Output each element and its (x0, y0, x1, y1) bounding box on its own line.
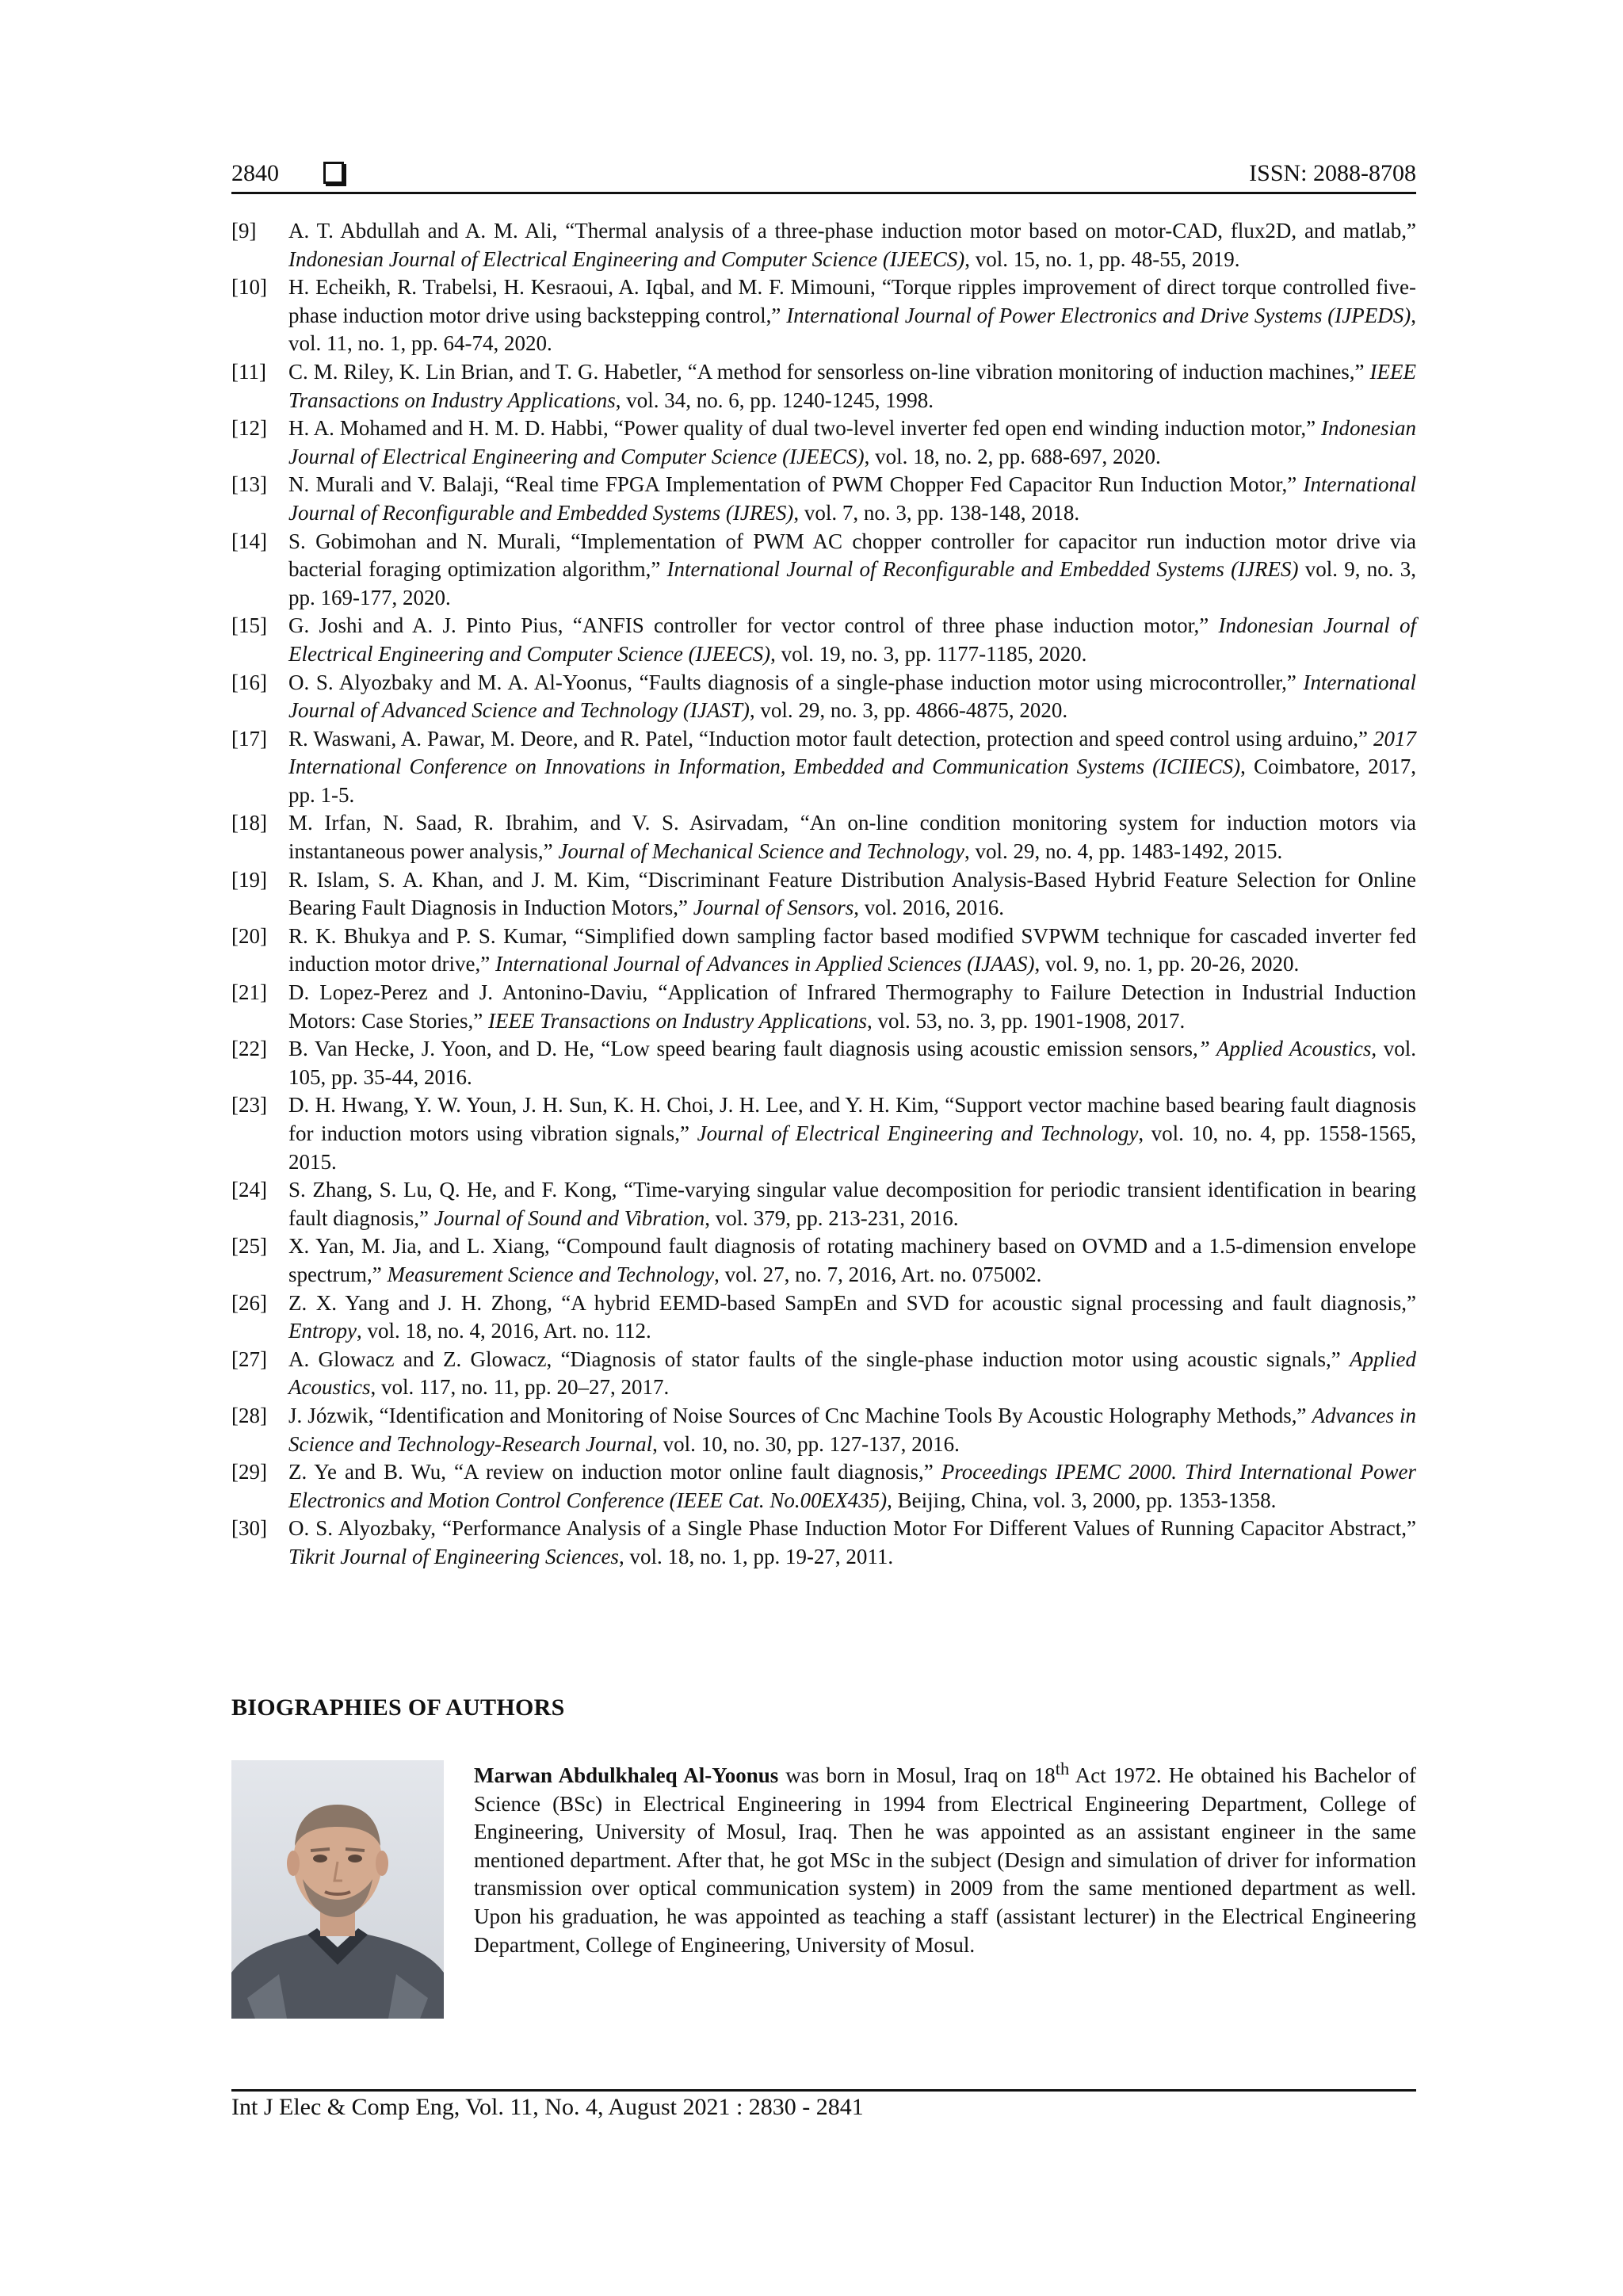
reference-item (231, 1402, 1416, 1458)
reference-venue: IEEE Transactions on Industry Applications (487, 1008, 867, 1033)
bio-text-part-2: Act 1972. He obtained his Bachelor of Science (BSc) in Electrical Engineering in 1994 from Electrical Engineering Department, College of Engineering, University of Mosul, Iraq. Then he was appointed as an assistant engineer in the same mentioned department. After that, he got MSc in the subject (Design and simulation of driver for information transmission over optical communication system) in 2009 from the same mentioned department as well. Upon his graduation, he was appointed as teaching a staff (assistant lecturer) in the Electrical Engineering Department, College of Engineering, University of Mosul. (474, 1763, 1417, 1957)
reference-venue: Indonesian Journal of Electrical Engineering and Computer Science (IJEECS) (288, 246, 965, 271)
reference-venue: Applied Acoustics (288, 1347, 1416, 1400)
reference-text (288, 471, 1416, 527)
reference-venue: Measurement Science and Technology (387, 1262, 715, 1286)
square-box-icon (323, 162, 344, 184)
bio-superscript: th (1055, 1759, 1070, 1778)
reference-text (288, 979, 1416, 1035)
reference-number: [27] (231, 1347, 267, 1371)
reference-number: [24] (231, 1178, 267, 1202)
reference-venue: International Journal of Reconfigurable and Embedded Systems (IJRES) (666, 557, 1299, 582)
reference-text (288, 1176, 1416, 1232)
reference-number: [9] (231, 219, 257, 243)
reference-venue: International Journal of Advanced Science and Technology (IJAST) (288, 670, 1416, 723)
reference-details: , vol. 29, no. 3, pp. 4866-4875, 2020. (749, 698, 1068, 723)
reference-details: , vol. 53, no. 3, pp. 1901-1908, 2017. (866, 1008, 1186, 1033)
reference-venue: Advances in Science and Technology-Research Journal (288, 1403, 1417, 1456)
reference-number: [15] (231, 613, 267, 638)
reference-item (231, 1289, 1416, 1346)
reference-number: [17] (231, 726, 267, 751)
reference-number: [13] (231, 472, 267, 497)
author-portrait-image (231, 1760, 444, 2019)
author-photo (231, 1760, 444, 2019)
reference-venue: Journal of Mechanical Science and Technology (558, 839, 965, 864)
page-footer: Int J Elec & Comp Eng, Vol. 11, No. 4, August 2021 : 2830 - 2841 (231, 2094, 864, 2120)
reference-number: [22] (231, 1037, 267, 1061)
reference-details: , vol. 27, no. 7, 2016, Art. no. 075002. (714, 1262, 1042, 1286)
reference-authors-title: O. S. Alyozbaky and M. A. Al-Yoonus, “Faults diagnosis of a single-phase induction motor using microcontroller,” (288, 670, 1304, 694)
reference-text (288, 1346, 1416, 1402)
reference-venue: Proceedings IPEMC 2000. Third International Power Electronics and Motion Control Conference (IEEE Cat. No.00EX435) (288, 1460, 1416, 1512)
reference-text (288, 923, 1416, 979)
reference-details: , vol. 9, no. 1, pp. 20-26, 2020. (1034, 952, 1300, 976)
reference-item (231, 1346, 1416, 1402)
reference-authors-title: S. Zhang, S. Lu, Q. He, and F. Kong, “Time-varying singular value decomposition for periodic transient identification in bearing fault diagnosis,” (288, 1178, 1416, 1230)
reference-text (288, 866, 1416, 923)
reference-number: [10] (231, 275, 267, 300)
reference-number: [19] (231, 867, 267, 892)
reference-text (288, 669, 1416, 725)
reference-details: , vol. 379, pp. 213-231, 2016. (705, 1205, 959, 1230)
author-name: Marwan Abdulkhaleq Al-Yoonus (474, 1763, 779, 1787)
reference-details: vol. 9, no. 3, pp. 169-177, 2020. (288, 557, 1416, 609)
reference-list (231, 217, 1416, 1572)
reference-item (231, 528, 1416, 613)
author-biography (474, 1755, 1416, 1959)
page-number: 2840 (231, 160, 279, 186)
reference-venue: Journal of Sensors (693, 896, 854, 920)
reference-details: , vol. 18, no. 4, 2016, Art. no. 112. (356, 1319, 651, 1343)
issn-label: ISSN: 2088-8708 (1249, 160, 1416, 186)
reference-item (231, 1176, 1416, 1232)
reference-details: , vol. 19, no. 3, pp. 1177-1185, 2020. (770, 641, 1087, 666)
reference-authors-title: D. H. Hwang, Y. W. Youn, J. H. Sun, K. H. Choi, J. H. Lee, and Y. H. Kim, “Support vector machine based bearing fault diagnosis for induction motors using vibration signals,” (288, 1093, 1416, 1145)
reference-number: [25] (231, 1234, 267, 1259)
reference-authors-title: M. Irfan, N. Saad, R. Ibrahim, and V. S. Asirvadam, “An on-line condition monitoring system for induction motors via instantaneous power analysis,” (288, 811, 1416, 864)
reference-item (231, 1035, 1416, 1091)
reference-text (288, 217, 1416, 273)
reference-venue: Journal of Electrical Engineering and Technology (697, 1121, 1139, 1145)
page-header (231, 155, 1416, 195)
reference-details: , vol. 18, no. 1, pp. 19-27, 2011. (618, 1544, 894, 1568)
reference-venue: Tikrit Journal of Engineering Sciences (288, 1544, 619, 1568)
reference-text (288, 1402, 1416, 1458)
reference-authors-title: C. M. Riley, K. Lin Brian, and T. G. Habetler, “A method for sensorless on-line vibration monitoring of induction machines,” (288, 359, 1370, 384)
reference-item (231, 612, 1416, 668)
reference-text (288, 415, 1416, 471)
reference-text (288, 809, 1416, 865)
reference-details: , vol. 34, no. 6, pp. 1240-1245, 1998. (615, 388, 934, 412)
biographies-heading: BIOGRAPHIES OF AUTHORS (231, 1694, 565, 1721)
reference-venue: International Journal of Reconfigurable and Embedded Systems (IJRES) (288, 472, 1416, 525)
reference-venue: ,” Applied Acoustics (1192, 1037, 1372, 1061)
reference-item (231, 471, 1416, 527)
reference-authors-title: H. Echeikh, R. Trabelsi, H. Kesraoui, A. Iqbal, and M. F. Mimouni, “Torque ripples improvement of direct torque controlled five-phase induction motor drive using backstepping control,” (288, 275, 1416, 327)
reference-details: , vol. 15, no. 1, pp. 48-55, 2019. (964, 246, 1240, 271)
reference-text (288, 1458, 1416, 1515)
reference-authors-title: A. Glowacz and Z. Glowacz, “Diagnosis of stator faults of the single-phase induction motor using acoustic signals,” (288, 1347, 1350, 1371)
reference-number: [16] (231, 670, 267, 694)
reference-authors-title: A. T. Abdullah and A. M. Ali, “Thermal analysis of a three-phase induction motor based on motor-CAD, flux2D, and matlab,” (288, 219, 1416, 243)
reference-text (288, 725, 1416, 810)
reference-authors-title: H. A. Mohamed and H. M. D. Habbi, “Power quality of dual two-level inverter fed open end winding induction motor,” (288, 416, 1322, 441)
reference-text (288, 612, 1416, 668)
reference-venue: 2017 International Conference on Innovations in Information, Embedded and Communication Systems (ICIIECS) (288, 726, 1416, 779)
reference-item (231, 358, 1416, 415)
reference-item (231, 273, 1416, 358)
reference-details: , vol. 105, pp. 35-44, 2016. (288, 1037, 1416, 1089)
reference-item (231, 809, 1416, 865)
reference-number: [29] (231, 1460, 267, 1484)
reference-details: , vol. 117, no. 11, pp. 20–27, 2017. (370, 1375, 670, 1400)
reference-authors-title: G. Joshi and A. J. Pinto Pius, “ANFIS controller for vector control of three phase induction motor,” (288, 613, 1219, 638)
reference-number: [18] (231, 811, 267, 835)
reference-item (231, 725, 1416, 810)
reference-authors-title: J. Józwik, “Identification and Monitoring of Noise Sources of Cnc Machine Tools By Acoustic Holography Methods,” (288, 1403, 1312, 1427)
reference-venue: Indonesian Journal of Electrical Engineering and Computer Science (IJEECS) (288, 613, 1416, 666)
reference-venue: International Journal of Advances in Applied Sciences (IJAAS) (495, 952, 1035, 976)
reference-venue: International Journal of Power Electronics and Drive Systems (IJPEDS) (786, 303, 1411, 327)
reference-number: [21] (231, 980, 267, 1005)
bio-text-part-1: was born in Mosul, Iraq on 18 (778, 1763, 1056, 1787)
reference-number: [23] (231, 1093, 267, 1117)
reference-authors-title: Z. X. Yang and J. H. Zhong, “A hybrid EEMD-based SampEn and SVD for acoustic signal processing and fault diagnosis,” (288, 1290, 1416, 1315)
reference-venue: Entropy (288, 1319, 357, 1343)
reference-item (231, 1232, 1416, 1289)
reference-text (288, 273, 1416, 358)
reference-number: [26] (231, 1290, 267, 1315)
reference-authors-title: R. Islam, S. A. Khan, and J. M. Kim, “Discriminant Feature Distribution Analysis-Based Hybrid Feature Selection for Online Bearing Fault Diagnosis in Induction Motors,” (288, 867, 1416, 920)
reference-number: [20] (231, 923, 267, 948)
reference-item (231, 217, 1416, 273)
reference-item (231, 979, 1416, 1035)
reference-details: , vol. 10, no. 30, pp. 127-137, 2016. (652, 1431, 960, 1456)
reference-item (231, 1091, 1416, 1176)
reference-details: , vol. 7, no. 3, pp. 138-148, 2018. (793, 500, 1080, 525)
reference-venue: Indonesian Journal of Electrical Engineering and Computer Science (IJEECS) (288, 416, 1416, 468)
reference-details: , Beijing, China, vol. 3, 2000, pp. 1353-1358. (887, 1488, 1277, 1512)
reference-authors-title: N. Murali and V. Balaji, “Real time FPGA Implementation of PWM Chopper Fed Capacitor Run Induction Motor,” (288, 472, 1304, 497)
reference-details: , Coimbatore, 2017, pp. 1-5. (288, 755, 1416, 807)
reference-number: [28] (231, 1403, 267, 1427)
reference-authors-title: D. Lopez-Perez and J. Antonino-Daviu, “Application of Infrared Thermography to Failure Detection in Industrial Induction Motors: Case Stories,” (288, 980, 1416, 1033)
reference-item (231, 923, 1416, 979)
reference-venue: Journal of Sound and Vibration (433, 1205, 705, 1230)
reference-number: [12] (231, 416, 267, 441)
reference-authors-title: B. Van Hecke, J. Yoon, and D. He, “Low speed bearing fault diagnosis using acoustic emission sensors (288, 1037, 1193, 1061)
reference-authors-title: R. Waswani, A. Pawar, M. Deore, and R. Patel, “Induction motor fault detection, protection and speed control using arduino,” (288, 726, 1373, 751)
reference-number: [11] (231, 359, 266, 384)
reference-item (231, 669, 1416, 725)
reference-text (288, 1091, 1416, 1176)
reference-details: , vol. 11, no. 1, pp. 64-74, 2020. (288, 303, 1416, 356)
reference-text (288, 1289, 1416, 1346)
reference-number: [14] (231, 529, 267, 553)
reference-authors-title: X. Yan, M. Jia, and L. Xiang, “Compound fault diagnosis of rotating machinery based on OVMD and a 1.5-dimension envelope spectrum,” (288, 1234, 1416, 1286)
reference-text (288, 1232, 1416, 1289)
reference-text (288, 358, 1416, 415)
reference-details: , vol. 18, no. 2, pp. 688-697, 2020. (864, 444, 1161, 468)
reference-item (231, 1515, 1416, 1571)
reference-number: [30] (231, 1516, 267, 1541)
reference-venue: IEEE Transactions on Industry Applications (288, 359, 1416, 412)
header-rule (231, 192, 1416, 194)
footer-rule (231, 2089, 1416, 2092)
reference-details: , vol. 10, no. 4, pp. 1558-1565, 2015. (288, 1121, 1416, 1174)
reference-details: , vol. 2016, 2016. (854, 896, 1004, 920)
reference-details: , vol. 29, no. 4, pp. 1483-1492, 2015. (964, 839, 1283, 864)
reference-text (288, 528, 1416, 613)
reference-item (231, 415, 1416, 471)
reference-text (288, 1515, 1416, 1571)
reference-authors-title: Z. Ye and B. Wu, “A review on induction motor online fault diagnosis,” (288, 1460, 941, 1484)
reference-item (231, 866, 1416, 923)
reference-item (231, 1458, 1416, 1515)
reference-text (288, 1035, 1416, 1091)
reference-authors-title: S. Gobimohan and N. Murali, “Implementation of PWM AC chopper controller for capacitor run induction motor drive via bacterial foraging optimization algorithm,” (288, 529, 1416, 582)
reference-authors-title: R. K. Bhukya and P. S. Kumar, “Simplified down sampling factor based modified SVPWM technique for cascaded inverter fed induction motor drive,” (288, 923, 1416, 976)
reference-authors-title: O. S. Alyozbaky, “Performance Analysis of a Single Phase Induction Motor For Different Values of Running Capacitor Abstract,” (288, 1516, 1416, 1541)
